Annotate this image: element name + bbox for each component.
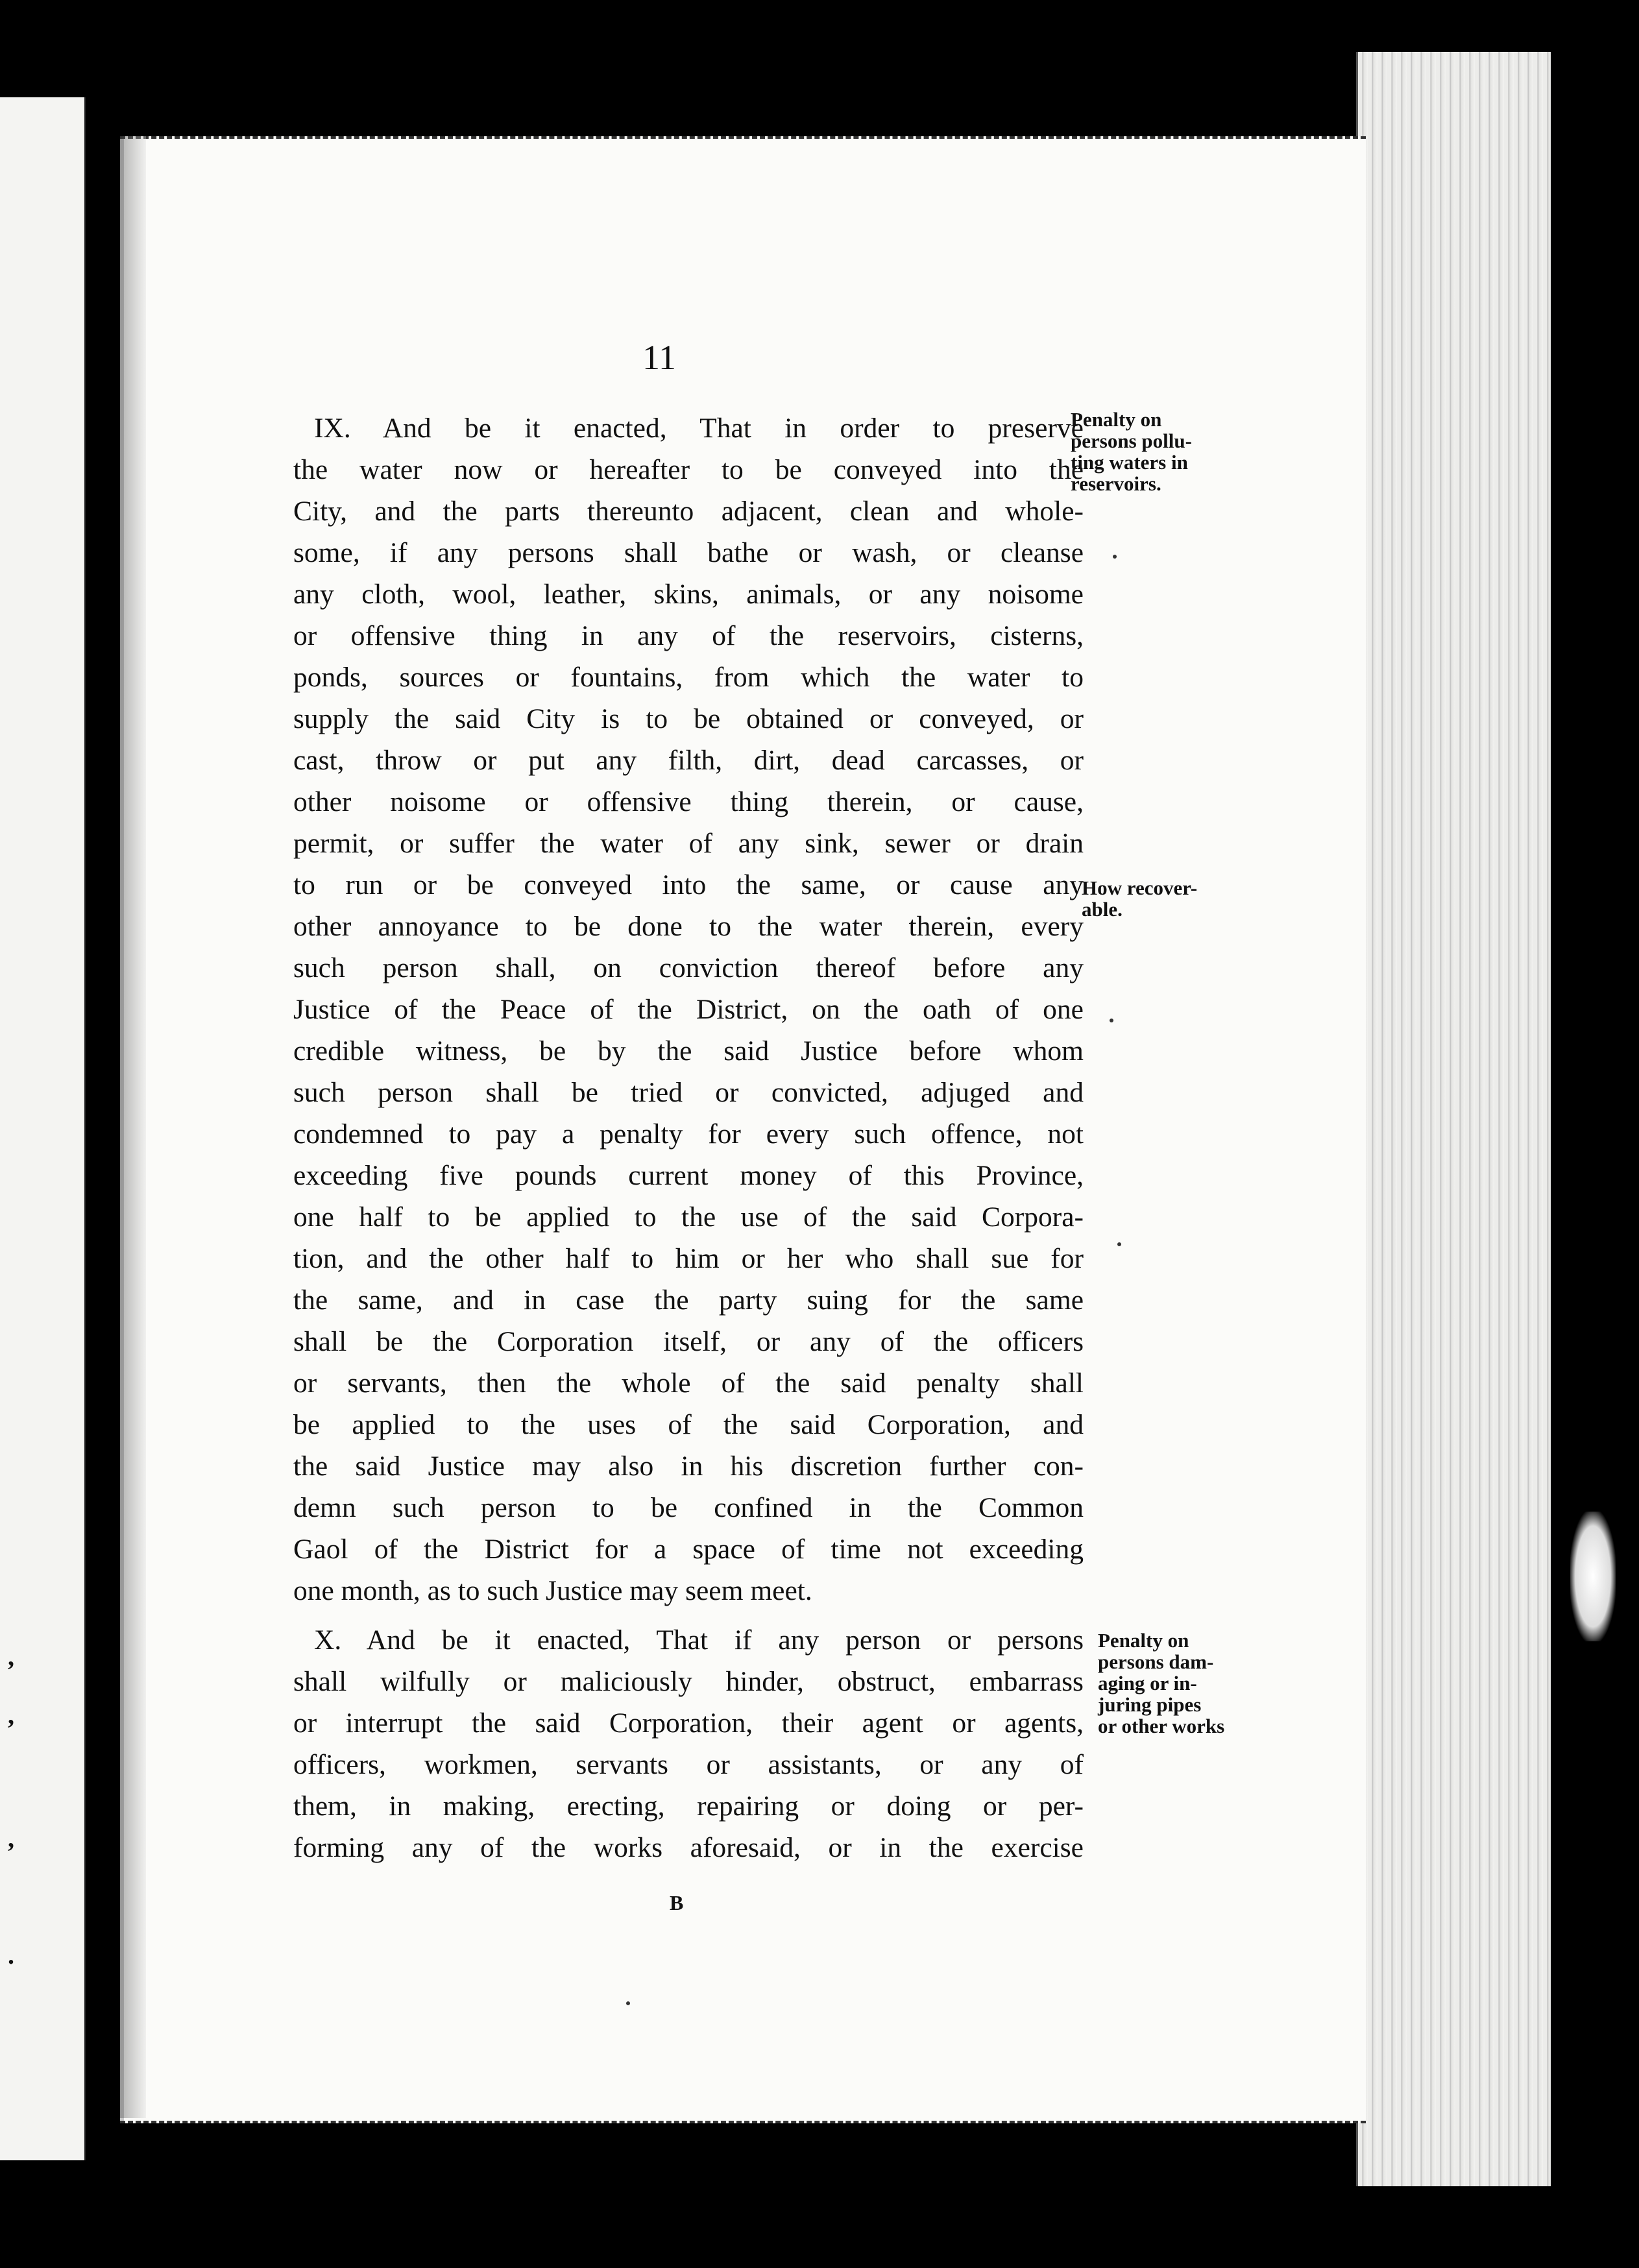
marginal-note-line: Penalty on xyxy=(1071,408,1162,431)
text-line: one month, as to such Justice may seem meet. xyxy=(293,1575,812,1606)
marginal-note-line: aging or in- xyxy=(1098,1672,1197,1695)
text-line: City, and the parts thereunto adjacent, clean and whole- xyxy=(293,496,1084,527)
text-line: X. And be it enacted, That if any person or persons xyxy=(314,1624,1084,1656)
marginal-note-line: ting waters in xyxy=(1071,451,1188,474)
text-line: ponds, sources or fountains, from which the water to xyxy=(293,662,1084,693)
marginal-note-line: reservoirs. xyxy=(1071,472,1161,495)
ink-speck xyxy=(626,2001,630,2005)
text-line: or interrupt the said Corporation, their agent or agents, xyxy=(293,1707,1084,1739)
marginal-note-line: How recover- xyxy=(1082,876,1198,899)
ink-speck xyxy=(1110,1019,1113,1022)
page-gutter-shadow xyxy=(120,136,146,2118)
page-number: 11 xyxy=(642,338,676,377)
marginal-note-line: able. xyxy=(1082,898,1123,921)
text-line: or servants, then the whole of the said penalty shall xyxy=(293,1368,1084,1399)
left-page-edge: , , , . xyxy=(0,97,86,2160)
signature-mark: B xyxy=(670,1891,684,1914)
text-line: be applied to the uses of the said Corporation, and xyxy=(293,1409,1084,1440)
text-line: Gaol of the District for a space of time not exceeding xyxy=(293,1534,1084,1565)
marginal-note-pollution-penalty xyxy=(1071,409,1192,494)
text-line: IX. And be it enacted, That in order to preserve xyxy=(314,413,1084,444)
text-line: the water now or hereafter to be conveyed into the xyxy=(293,454,1084,485)
text-line: shall be the Corporation itself, or any of the officers xyxy=(293,1326,1084,1357)
marginal-note-damaging-penalty xyxy=(1098,1630,1224,1737)
marginal-note-line: or other works xyxy=(1098,1715,1225,1737)
text-line: permit, or suffer the water of any sink, sewer or drain xyxy=(293,828,1084,859)
section-ix-paragraph xyxy=(293,407,1084,1611)
text-line: to run or be conveyed into the same, or cause any xyxy=(293,869,1084,900)
text-line: any cloth, wool, leather, skins, animals, or any noisome xyxy=(293,579,1084,610)
text-line: them, in making, erecting, repairing or doing or per- xyxy=(293,1791,1084,1822)
text-line: the same, and in case the party suing for the same xyxy=(293,1285,1084,1316)
text-line: tion, and the other half to him or her who shall sue for xyxy=(293,1243,1084,1274)
text-line: one half to be applied to the use of the said Corpora- xyxy=(293,1201,1084,1233)
text-line: exceeding five pounds current money of this Province, xyxy=(293,1160,1084,1191)
text-line: forming any of the works aforesaid, or in the exercise xyxy=(293,1832,1084,1863)
text-line: some, if any persons shall bathe or wash, or cleanse xyxy=(293,537,1084,568)
text-line: cast, throw or put any filth, dirt, dead carcasses, or xyxy=(293,745,1084,776)
text-line: supply the said City is to be obtained or conveyed, or xyxy=(293,703,1084,734)
text-line: shall wilfully or maliciously hinder, obstruct, embarrass xyxy=(293,1666,1084,1697)
text-line: other annoyance to be done to the water therein, every xyxy=(293,911,1084,942)
background-dark xyxy=(1551,52,1639,2186)
light-glare xyxy=(1570,1512,1616,1641)
text-line: condemned to pay a penalty for every such offence, not xyxy=(293,1118,1084,1150)
section-x-paragraph xyxy=(293,1619,1084,1868)
marginal-note-line: Penalty on xyxy=(1098,1629,1189,1652)
bleed-through-text xyxy=(1427,778,1466,1492)
marginal-note-line: persons pollu- xyxy=(1071,429,1192,452)
marginal-note-how-recoverable xyxy=(1082,877,1197,920)
ink-speck xyxy=(1113,555,1117,559)
text-line: the said Justice may also in his discretion further con- xyxy=(293,1451,1084,1482)
marginal-note-line: juring pipes xyxy=(1098,1693,1202,1716)
text-line: such person shall be tried or convicted, adjuged and xyxy=(293,1077,1084,1108)
ink-speck xyxy=(1117,1242,1121,1246)
text-line: such person shall, on conviction thereof before any xyxy=(293,952,1084,983)
text-line: credible witness, be by the said Justice before whom xyxy=(293,1035,1084,1067)
text-line: officers, workmen, servants or assistants, or any of xyxy=(293,1749,1084,1780)
text-line: demn such person to be confined in the Common xyxy=(293,1492,1084,1523)
text-line: other noisome or offensive thing therein, or cause, xyxy=(293,786,1084,817)
marginal-note-line: persons dam- xyxy=(1098,1650,1214,1673)
text-line: or offensive thing in any of the reservoirs, cisterns, xyxy=(293,620,1084,651)
text-line: Justice of the Peace of the District, on the oath of one xyxy=(293,994,1084,1025)
